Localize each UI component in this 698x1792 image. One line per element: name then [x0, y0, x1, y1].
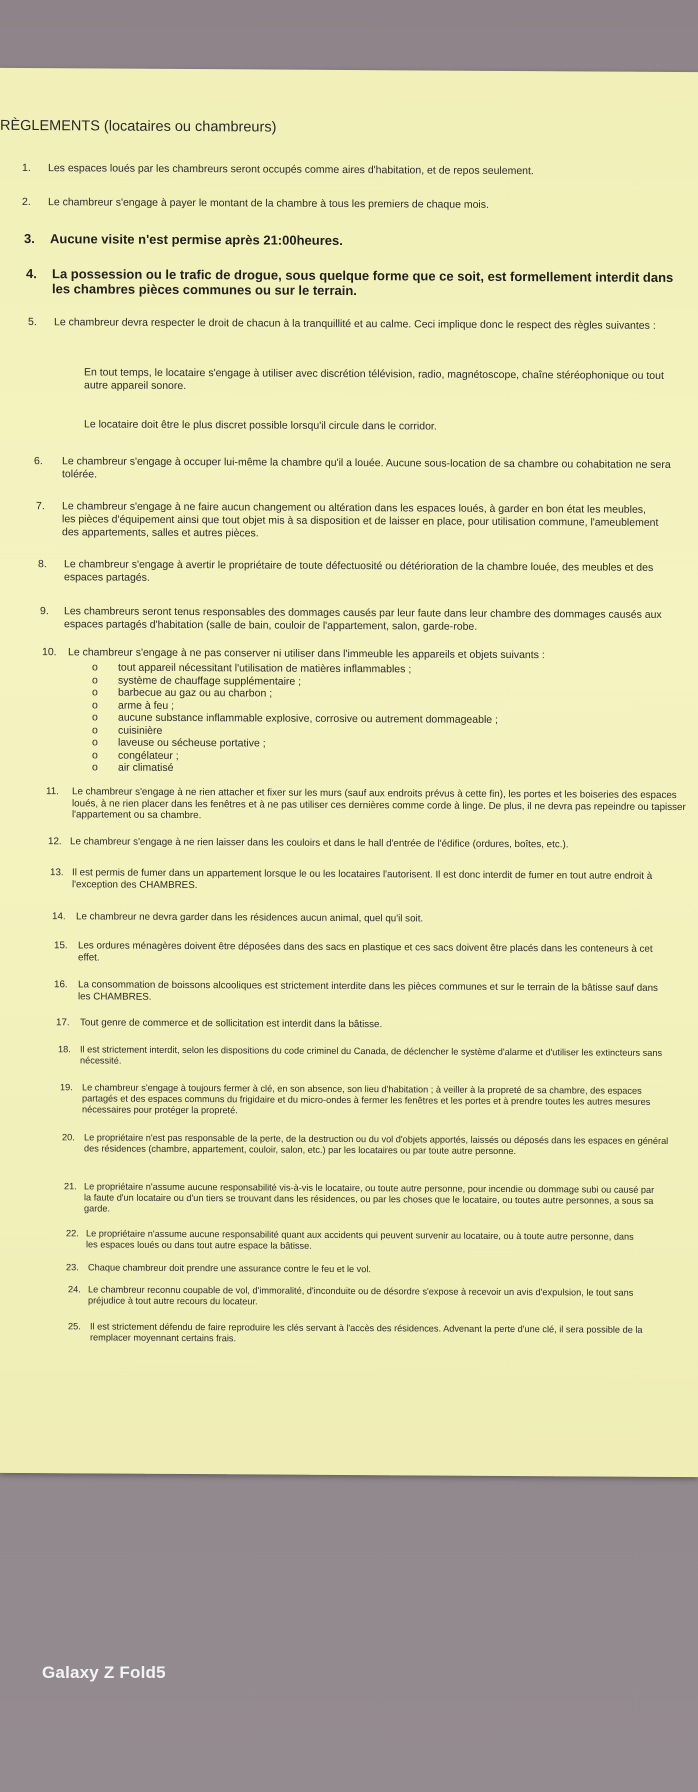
- rule-number: 1.: [22, 162, 31, 175]
- rule-item: [58, 1044, 694, 1066]
- rule-text: Il est permis de fumer dans un appartement lorsque le ou les locataires l'autorisent. Il est donc interdit de fumer en tout autre endroit à l'exception des CHAMBRES.: [72, 867, 653, 891]
- rule-item: [60, 1082, 694, 1115]
- list-item-text: aucune substance inflammable explosive, corrosive ou autrement dommageable ;: [118, 711, 498, 726]
- rule-number: 25.: [68, 1321, 81, 1332]
- rule-item: [48, 836, 694, 851]
- rule-item: [24, 231, 694, 248]
- list-item-text: tout appareil nécessitant l'utilisation de matières inflammables ;: [118, 661, 412, 676]
- rule10-list: [92, 661, 652, 777]
- rule-item: [22, 196, 692, 211]
- rule-item: [64, 1181, 694, 1214]
- rule-number: 23.: [66, 1262, 79, 1273]
- rule-item: [52, 911, 692, 925]
- rule-number: 11.: [46, 786, 59, 798]
- rule-text: Le chambreur s'engage à ne rien attacher et fixer sur les murs (sauf aux endroits prévus à cette fin), les portes et les boiseries des espaces loués, à ne rien placer dans les fenêtres et à ne pas utiliser ces dernières comme corde à linge. De plus, il ne devra pas repeindre ou tapisser l'appartement ou sa chambre.: [72, 786, 686, 822]
- bullet-icon: o: [92, 723, 98, 736]
- rule-number: 3.: [24, 231, 35, 247]
- rule-text: Le propriétaire n'assume aucune responsabilité vis-à-vis le locataire, ou toute autre personne, pour incendie ou dommage subi ou causé par la faute d'un locataire ou d'un tiers se trouvant dans les résidences, ou par les choses que le locataire, ou toutes autre personnes, a sous sa garde.: [84, 1181, 655, 1214]
- rule-item: [42, 646, 692, 662]
- rule-item: [22, 162, 692, 178]
- rule-text: Aucune visite n'est permise après 21:00heures.: [50, 231, 343, 248]
- rule-text: Le chambreur devra respecter le droit de chacun à la tranquillité et au calme. Ceci implique donc le respect des règles suivantes :: [54, 316, 656, 332]
- rule-number: 6.: [34, 455, 43, 468]
- rule-item: [66, 1228, 694, 1251]
- rule-item: [62, 1132, 694, 1156]
- rule-text: Le chambreur s'engage à toujours fermer à clé, en son absence, son lieu d'habitation ; à veiller à la propreté de sa chambre, des espaces partagés et des espaces communs du frigidaire et du micro-ondes à fermer les fenêtres et les portes et à prendre toutes les autres mesures nécessaires pour protéger la propreté.: [82, 1082, 651, 1115]
- rule-number: 15.: [54, 940, 68, 952]
- rule-number: 13.: [50, 867, 64, 879]
- rule-number: 21.: [64, 1181, 77, 1192]
- rule-text: Chaque chambreur doit prendre une assurance contre le feu et le vol.: [88, 1262, 371, 1275]
- bullet-icon: o: [92, 711, 98, 724]
- rule-item: [54, 979, 694, 1003]
- rule-text: Les ordures ménagères doivent être déposées dans des sacs en plastique et ces sacs doivent être placés dans les conteneurs à cet effet.: [78, 940, 653, 963]
- rule-number: 12.: [48, 836, 62, 848]
- rule-number: 4.: [26, 266, 37, 282]
- rule-text: Le chambreur s'engage à ne pas conserver ni utiliser dans l'immeuble les appareils et objets suivants :: [68, 646, 545, 662]
- rule-item: [34, 455, 689, 481]
- bullet-icon: o: [92, 761, 98, 774]
- list-item-text: arme à feu ;: [118, 699, 175, 712]
- list-item-text: congélateur ;: [118, 749, 179, 762]
- rule-text: Le propriétaire n'assume aucune responsabilité quant aux accidents qui peuvent survenir au locataire, ou à toute autre personne, dans les espaces loués ou dans tout autre espace la bâtisse.: [86, 1228, 634, 1251]
- rule-item: [50, 867, 694, 891]
- rule-number: 8.: [38, 558, 47, 571]
- rule5-sub-paragraph: Le locataire doit être le plus discret possible lorsqu'il circule dans le corridor.: [84, 418, 437, 433]
- rule-number: 24.: [68, 1284, 81, 1295]
- bullet-icon: o: [92, 698, 98, 711]
- rule-number: 2.: [22, 196, 31, 209]
- rule-text: Le chambreur s'engage à payer le montant de la chambre à tous les premiers de chaque mois.: [48, 196, 489, 211]
- rule-item: [68, 1284, 694, 1307]
- bullet-icon: o: [92, 673, 98, 686]
- rule-item: [26, 266, 696, 299]
- bullet-icon: o: [92, 686, 98, 699]
- rule-item: [40, 605, 690, 633]
- rule-text: La consommation de boissons alcooliques est strictement interdite dans les pièces communes et sur le terrain de la bâtisse sauf dans les CHAMBRES.: [78, 979, 658, 1003]
- rule-number: 17.: [56, 1017, 70, 1029]
- rule-text: La possession ou le trafic de drogue, sous quelque forme que ce soit, est formellement interdit dans les chambres pièces communes ou sur le terrain.: [52, 266, 674, 299]
- list-item-text: système de chauffage supplémentaire ;: [118, 674, 302, 688]
- rule5-sub-paragraph: En tout temps, le locataire s'engage à utiliser avec discrétion télévision, radio, magnétoscope, chaîne stéréophonique ou tout autre appareil sonore.: [84, 366, 664, 393]
- list-item-text: air climatisé: [118, 761, 174, 774]
- rule-number: 14.: [52, 911, 66, 923]
- bullet-icon: o: [92, 661, 98, 674]
- rule-number: 16.: [54, 979, 68, 991]
- rule-text: Le chambreur s'engage à ne faire aucun changement ou altération dans les espaces loués, à garder en bon état les meubles, les pièces d'équipement ainsi que tout objet mis à sa disposition et de laisser en place, pour utilisation commune, l'ameublement des appartements, salles et autres pièces.: [62, 500, 659, 540]
- rule-text: Il est strictement défendu de faire reproduire les clés servant à l'accès des résidences. Advenant la perte d'une clé, il sera possible de la remplacer moyennant certains frais.: [90, 1321, 643, 1344]
- list-item-text: cuisinière: [118, 724, 163, 737]
- rule-text: Le chambreur s'engage à ne rien laisser dans les couloirs et dans le hall d'entrée de l'édifice (ordures, boîtes, etc.).: [70, 836, 569, 851]
- rule-text: Le chambreur s'engage à occuper lui-même la chambre qu'il a louée. Aucune sous-location de sa chambre ou cohabitation ne sera tolérée.: [62, 455, 671, 481]
- rule-number: 7.: [36, 500, 45, 513]
- rule-item: [36, 500, 691, 540]
- list-item: [92, 761, 652, 777]
- rule-item: [66, 1262, 694, 1275]
- rules-document: [0, 68, 698, 1477]
- rule-number: 19.: [60, 1082, 73, 1093]
- rule-text: Le chambreur s'engage à avertir le propriétaire de toute défectuosité ou détérioration de la chambre louée, des meubles et des espaces partagés.: [64, 558, 654, 584]
- rule-text: Les espaces loués par les chambreurs seront occupés comme aires d'habitation, et de repos seulement.: [48, 162, 534, 178]
- bullet-icon: o: [92, 736, 98, 749]
- document-title: RÈGLEMENTS (locataires ou chambreurs): [0, 117, 277, 136]
- camera-watermark: Galaxy Z Fold5: [42, 1663, 166, 1682]
- rule-item: [56, 1017, 696, 1031]
- rule-text: Le propriétaire n'est pas responsable de la perte, de la destruction ou du vol d'objets apportés, laissés ou déposés dans les espaces en général des résidences (chambre, appartement, couloir, salon, etc.) par les locataires ou par toute autre personne.: [84, 1132, 669, 1156]
- rule-number: 20.: [62, 1132, 75, 1143]
- rule-text: Le chambreur reconnu coupable de vol, d'immoralité, d'inconduite ou de désordre s'expose à recevoir un avis d'expulsion, le tout sans préjudice à tout autre recours du locateur.: [88, 1284, 634, 1307]
- rule-item: [28, 316, 693, 332]
- bullet-icon: o: [92, 748, 98, 761]
- list-item-text: barbecue au gaz ou au charbon ;: [118, 686, 273, 700]
- rule-number: 22.: [66, 1228, 79, 1239]
- rule-text: Les chambreurs seront tenus responsables des dommages causés par leur faute dans leur chambre des dommages causés aux espaces partagés d'habitation (salle de bain, couloir de l'appartement, salon, garde-robe.: [64, 605, 662, 633]
- rule-item: [54, 940, 694, 963]
- rule-text: Il est strictement interdit, selon les dispositions du code criminel du Canada, de déclencher le système d'alarme et d'utiliser les extincteurs sans nécessité.: [80, 1044, 663, 1066]
- rule-number: 9.: [40, 605, 49, 618]
- rule-number: 10.: [42, 646, 57, 659]
- rule-number: 18.: [58, 1044, 71, 1055]
- rule-item: [68, 1321, 694, 1344]
- rule-text: Le chambreur ne devra garder dans les résidences aucun animal, quel qu'il soit.: [76, 911, 424, 925]
- rule-item: [46, 786, 692, 822]
- rule-item: [38, 558, 693, 584]
- list-item-text: laveuse ou sécheuse portative ;: [118, 736, 266, 750]
- rule-number: 5.: [28, 316, 37, 329]
- rule-text: Tout genre de commerce et de sollicitation est interdit dans la bâtisse.: [80, 1017, 383, 1031]
